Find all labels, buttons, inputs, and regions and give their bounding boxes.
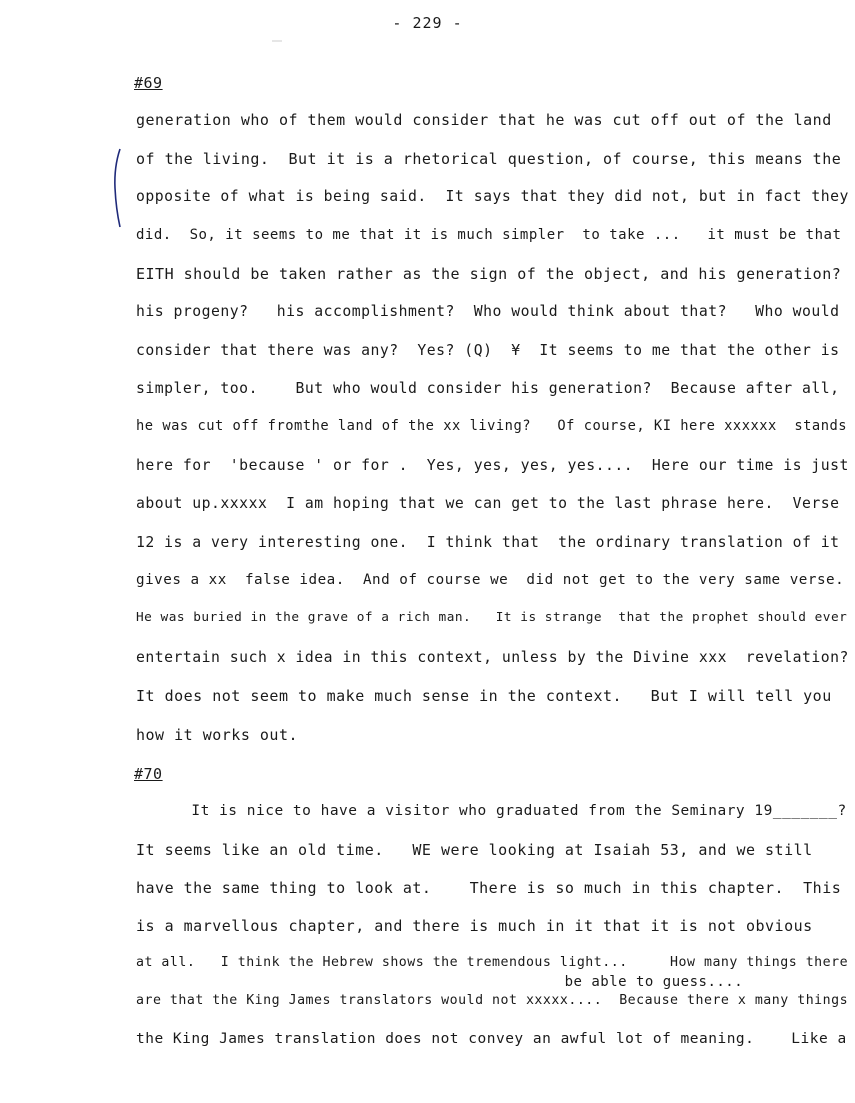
body-line: He was buried in the grave of a rich man. It is strange that the prophet should ever [136, 610, 848, 625]
margin-bracket-mark [112, 147, 122, 229]
body-line: his progeny? his accomplishment? Who would think about that? Who would [136, 303, 840, 320]
body-line: 12 is a very interesting one. I think that the ordinary translation of it [136, 534, 840, 551]
body-line: he was cut off fromthe land of the xx living? Of course, KI here xxxxxx stands [136, 418, 848, 434]
scan-smudge [272, 40, 282, 42]
body-line: about up.xxxxx I am hoping that we can get to the last phrase here. Verse [136, 495, 840, 512]
section-marker-69: #69 [134, 74, 163, 92]
body-line: opposite of what is being said. It says that they did not, but in fact they [136, 188, 849, 205]
body-line: It seems like an old time. WE were looking at Isaiah 53, and we still [136, 841, 813, 859]
page-number: - 229 - [392, 14, 463, 32]
body-line: generation who of them would consider that he was cut off out of the land [136, 111, 832, 129]
body-line: did. So, it seems to me that it is much simpler to take ... it must be that [136, 227, 842, 243]
body-line: the King James translation does not convey an awful lot of meaning. Like a [136, 1031, 847, 1047]
body-line: here for 'because ' or for . Yes, yes, yes, yes.... Here our time is just [136, 457, 849, 474]
body-line: simpler, too. But who would consider his generation? Because after all, [136, 380, 840, 397]
body-line: It does not seem to make much sense in the context. But I will tell you [136, 687, 832, 705]
body-line: how it works out. [136, 726, 299, 744]
body-line: is a marvellous chapter, and there is much in it that it is not obvious [136, 917, 813, 935]
body-line: at all. I think the Hebrew shows the tremendous light... How many things there [136, 955, 849, 970]
body-line: have the same thing to look at. There is so much in this chapter. This [136, 879, 842, 897]
body-line: gives a xx false idea. And of course we did not get to the very same verse. [136, 572, 845, 588]
body-line: EITH should be taken rather as the sign of the object, and his generation? [136, 265, 842, 283]
body-line: entertain such x idea in this context, unless by the Divine xxx revelation? [136, 649, 849, 666]
interlinear-note: be able to guess.... [136, 974, 744, 990]
body-line: consider that there was any? Yes? (Q) ¥ It seems to me that the other is [136, 342, 840, 359]
body-line: are that the King James translators would not xxxxx.... Because there x many things [136, 993, 849, 1008]
body-line: It is nice to have a visitor who graduated from the Seminary 19_______? [136, 803, 847, 819]
section-marker-70: #70 [134, 765, 163, 783]
body-line: of the living. But it is a rhetorical question, of course, this means the [136, 150, 842, 168]
